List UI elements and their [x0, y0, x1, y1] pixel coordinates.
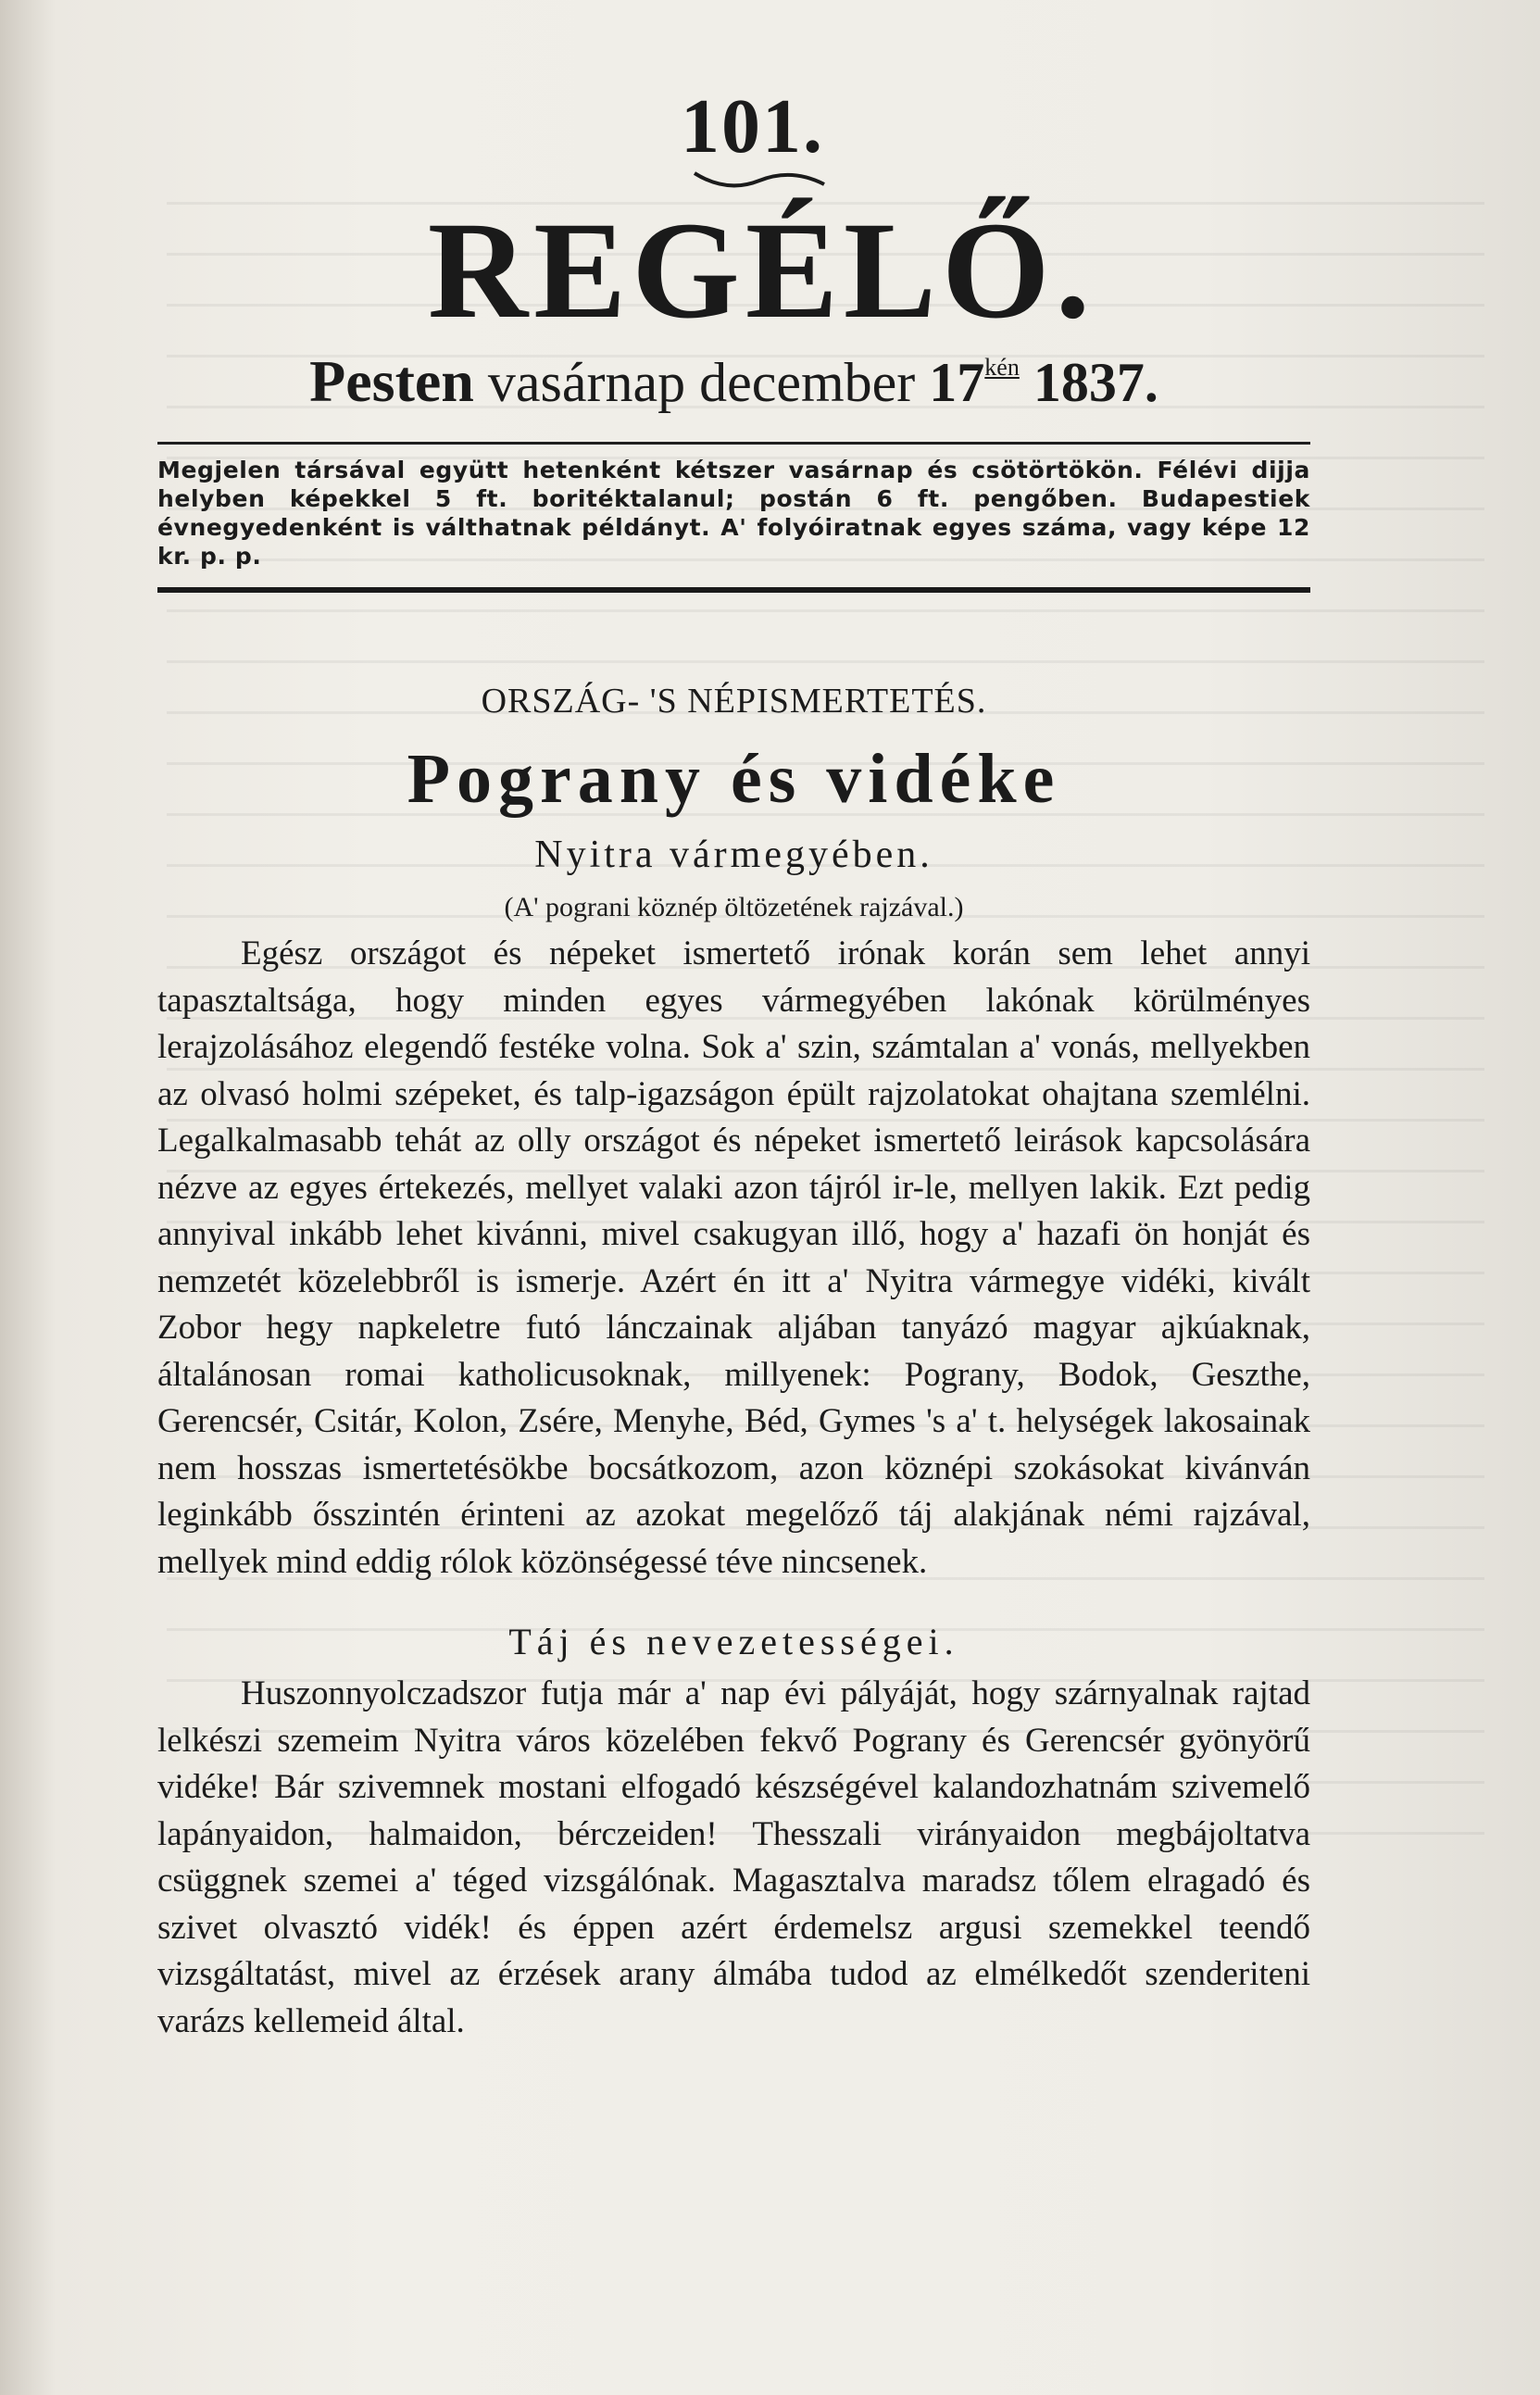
- dateline-day: 17: [929, 352, 985, 413]
- header-thick-rule: [157, 587, 1310, 593]
- article-title: Pograny és vidéke: [407, 740, 1061, 819]
- dateline-weekday-month: vasárnap december: [487, 352, 916, 413]
- page-content: [157, 83, 1310, 2079]
- illustration-note: (A' pograni köznép öltözetének rajzával.): [504, 892, 964, 923]
- section-heading: ORSZÁG- 'S NÉPISMERTETÉS.: [481, 682, 987, 721]
- masthead-title: REGÉLŐ.: [427, 194, 1096, 347]
- header-rule: [157, 442, 1310, 445]
- article-subheading: Táj és nevezetességei.: [508, 1621, 959, 1663]
- article-subtitle: Nyitra vármegyében.: [534, 834, 933, 877]
- flourish-ornament-icon: [690, 168, 829, 192]
- dateline: [157, 349, 1310, 414]
- article-paragraph-2: Huszonnyolczadszor futja már a' nap évi pályáját, hogy szárnyalnak rajtad lelkészi szemeim Nyitra város közelében fekvő Pograny és Gerencsér gyönyörű vidéke! Bár szivemnek mostani elfogadó készségével kalandozhatnám szivemelő lapányaidon, halmaidon, bérczeiden! Thesszali virányaidon megbájoltatva csüggnek szemei a' téged vizsgálónak. Magasztalva maradsz tőlem elragadó és szivet olvasztó vidék! és éppen azért érdemelsz argusi szemekkel teendő vizsgáltatást, mivel az érzések arany álmába tudod az elmélkedőt szenderiteni varázs kellemeid által.: [157, 1674, 1310, 2040]
- subscription-info: Megjelen társával együtt hetenként kétszer vasárnap és csötörtökön. Félévi dijja helyben képekkel 5 ft. boritéktalanul; postán 6 ft. pengőben. Budapestiek évnegyedenként is válthatnak példányt. A' folyóiratnak egyes száma, vagy képe 12 kr. p. p.: [157, 457, 1310, 571]
- dateline-year: 1837.: [1033, 352, 1158, 413]
- dateline-city: Pesten: [309, 348, 474, 414]
- issue-number: 101.: [681, 83, 824, 169]
- article-paragraph-1: Egész országot és népeket ismertető irónak korán sem lehet annyi tapasztaltsága, hogy minden egyes vármegyében lakónak körülményes lerajzolásához elegendő festéke volna. Sok a' szin, számtalan a' vonás, mellyekben az olvasó holmi szépeket, és talp-igazságon épült rajzolatokat ohajtana szemlélni. Legalkalmasabb tehát az olly országot és népeket ismertető leirások kapcsolására nézve az egyes értekezés, mellyet valaki azon tájról ir-le, mellyen lakik. Ezt pedig annyival inkább lehet kivánni, mivel csakugyan illő, hogy a' hazafi ön honját és nemzetét közelebbről is ismerje. Azért én itt a' Nyitra vármegye vidéki, kivált Zobor hegy napkeletre futó lánczainak aljában tanyázó magyar ajkúaknak, általánosan romai katholicusoknak, millyenek: Pograny, Bodok, Geszthe, Gerencsér, Csitár, Kolon, Zsére, Menyhe, Béd, Gymes 's a' t. helységek lakosainak nem hosszas ismertetésökbe bocsátkozom, azon köznépi szokásokat kivánván leginkább ősszintén érinteni az azokat megelőző táj alakjának némi rajzával, mellyek mind eddig rólok közönségessé téve nincsenek.: [157, 934, 1310, 1581]
- dateline-day-suffix: kén: [984, 354, 1020, 381]
